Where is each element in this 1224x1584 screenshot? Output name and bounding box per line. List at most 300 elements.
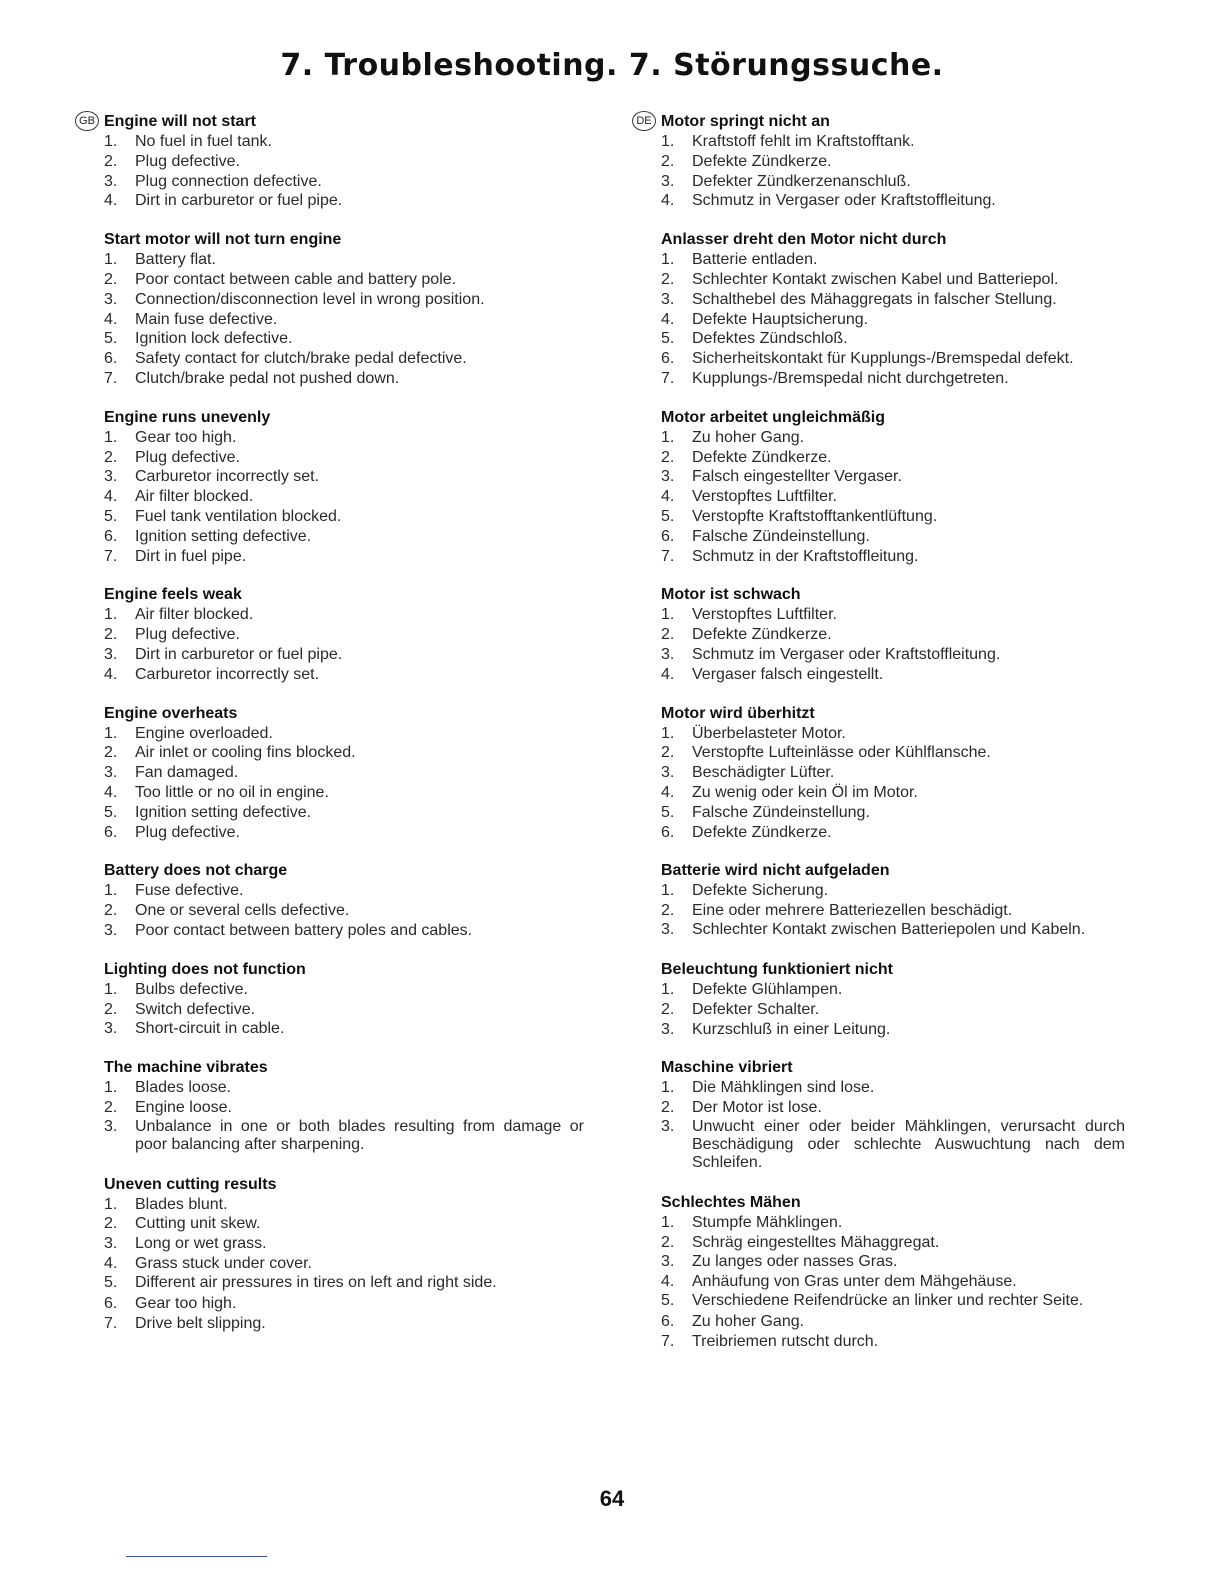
- list-item-text: Switch defective.: [135, 1000, 256, 1018]
- list-item-number: 3.: [104, 290, 118, 308]
- list-item-number: 2.: [104, 1215, 118, 1233]
- list-item-text: Anhäufung von Gras unter dem Mähgehäuse.: [692, 1273, 1017, 1291]
- list-item-number: 3.: [104, 645, 118, 663]
- list-item-text: Defekte Zündkerze.: [692, 448, 832, 466]
- section-heading: [104, 1175, 584, 1195]
- list-item-number: 2.: [104, 448, 118, 466]
- list-item: [661, 428, 1125, 448]
- list-item: [661, 724, 1125, 744]
- section-heading: [104, 960, 584, 980]
- list-item: [661, 625, 1125, 645]
- list-item-number: 3.: [661, 290, 675, 308]
- list-item-text: Verstopfte Kraftstofftankentlüftung.: [692, 507, 938, 525]
- list-item: [661, 1118, 1125, 1174]
- list-item-text: Blades loose.: [135, 1079, 232, 1097]
- list-item-number: 1.: [104, 251, 118, 269]
- list-item-number: 3.: [661, 1253, 675, 1271]
- list-item-text: Treibriemen rutscht durch.: [692, 1332, 879, 1350]
- list-item-number: 2.: [661, 626, 675, 644]
- list-item: [661, 783, 1125, 803]
- list-item: [104, 507, 584, 527]
- troubleshooting-section: [661, 408, 1125, 567]
- list-item-text: Sicherheitskontakt für Kupplungs-/Bremspedal defekt.: [692, 350, 1074, 368]
- list-item: [104, 724, 584, 744]
- list-item-text: Battery flat.: [135, 251, 216, 269]
- cause-list: [104, 605, 584, 684]
- list-item: [104, 605, 584, 625]
- section-heading: [104, 230, 584, 250]
- list-item: [661, 645, 1125, 665]
- list-item: [661, 172, 1125, 192]
- section-heading-text: Motor springt nicht an: [661, 113, 830, 130]
- list-item: [661, 191, 1125, 211]
- troubleshooting-section: [661, 704, 1125, 843]
- section-heading: [661, 408, 1125, 428]
- list-item-number: 1.: [104, 1195, 118, 1213]
- list-item-number: 4.: [661, 488, 675, 506]
- list-item-number: 3.: [661, 172, 675, 190]
- list-item-text: Defekte Sicherung.: [692, 882, 829, 900]
- list-item-number: 6.: [661, 823, 675, 841]
- section-heading-text: Batterie wird nicht aufgeladen: [661, 862, 890, 880]
- list-item-number: 4.: [661, 783, 675, 801]
- list-item-text: Schmutz in der Kraftstoffleitung.: [692, 547, 919, 565]
- section-heading: [661, 704, 1125, 724]
- list-item-text: Schlechter Kontakt zwischen Kabel und Batteriepol.: [692, 270, 1059, 288]
- list-item-text: Fuel tank ventilation blocked.: [135, 507, 342, 525]
- list-item-number: 3.: [104, 468, 118, 486]
- list-item-number: 1.: [104, 1079, 118, 1097]
- list-item: [104, 1254, 584, 1274]
- list-item-text: Engine loose.: [135, 1098, 232, 1116]
- list-item-text: Überbelasteter Motor.: [692, 724, 846, 742]
- list-item-number: 6.: [104, 527, 118, 545]
- list-item: [661, 763, 1125, 783]
- list-item-text: Zu wenig oder kein Öl im Motor.: [692, 783, 918, 801]
- list-item-number: 5.: [104, 803, 118, 821]
- list-item-text: Blades blunt.: [135, 1195, 228, 1213]
- list-item-number: 3.: [104, 921, 118, 939]
- section-heading-text: Uneven cutting results: [104, 1175, 277, 1193]
- list-item-number: 2.: [661, 270, 675, 288]
- list-item-text: No fuel in fuel tank.: [135, 133, 272, 150]
- list-item-text: Vergaser falsch eingestellt.: [692, 665, 884, 683]
- list-item-number: 2.: [104, 744, 118, 762]
- list-item: [104, 1234, 584, 1254]
- section-heading: [661, 585, 1125, 605]
- list-item-text: Dirt in fuel pipe.: [135, 547, 247, 565]
- list-item: [104, 881, 584, 901]
- list-item-number: 5.: [104, 330, 118, 348]
- list-item: [104, 547, 584, 567]
- troubleshooting-section: [661, 1058, 1125, 1174]
- list-item-number: 7.: [104, 547, 118, 565]
- list-item-number: 5.: [661, 1292, 675, 1310]
- troubleshooting-section: [104, 704, 584, 843]
- list-item-number: 4.: [104, 1255, 118, 1273]
- list-item-text: Defekter Zündkerzenanschluß.: [692, 172, 911, 190]
- list-item: [661, 310, 1125, 330]
- list-item: [661, 881, 1125, 901]
- list-item-number: 1.: [104, 980, 118, 998]
- list-item-text: Verstopftes Luftfilter.: [692, 606, 837, 624]
- list-item-text: Kraftstoff fehlt im Kraftstofftank.: [692, 133, 915, 150]
- list-item-text: Different air pressures in tires on left and right side.: [135, 1273, 497, 1291]
- list-item-number: 2.: [661, 1233, 675, 1251]
- list-item-text: Air inlet or cooling fins blocked.: [135, 744, 356, 762]
- list-item: [104, 152, 584, 172]
- section-heading-text: Start motor will not turn engine: [104, 231, 342, 249]
- list-item-number: 2.: [104, 270, 118, 288]
- cause-list: [104, 1078, 584, 1156]
- list-item-number: 3.: [661, 1117, 675, 1135]
- list-item: [661, 270, 1125, 290]
- list-item-number: 3.: [104, 1235, 118, 1253]
- list-item: [104, 1118, 584, 1156]
- list-item-text: Fan damaged.: [135, 764, 239, 782]
- list-item: [104, 823, 584, 843]
- list-item-text: Gear too high.: [135, 428, 237, 446]
- list-item: [104, 625, 584, 645]
- list-item-number: 2.: [661, 1000, 675, 1018]
- list-item-text: Ignition setting defective.: [135, 527, 312, 545]
- list-item: [661, 605, 1125, 625]
- troubleshooting-section: [661, 230, 1125, 389]
- list-item-number: 1.: [104, 724, 118, 742]
- list-item: [104, 1098, 584, 1118]
- list-item: [661, 329, 1125, 349]
- list-item-number: 1.: [661, 428, 675, 446]
- list-item-text: Defekte Zündkerze.: [692, 823, 832, 841]
- list-item-text: Drive belt slipping.: [135, 1314, 266, 1332]
- list-item: [661, 507, 1125, 527]
- list-item: [104, 369, 584, 389]
- section-heading: [79, 112, 584, 132]
- list-item: [661, 901, 1125, 921]
- english-column: [79, 112, 584, 1352]
- list-item: [104, 270, 584, 290]
- list-item-text: Defekte Glühlampen.: [692, 980, 843, 998]
- list-item: [661, 250, 1125, 270]
- list-item-text: Main fuse defective.: [135, 310, 278, 328]
- list-item-number: 4.: [661, 310, 675, 328]
- list-item-text: Air filter blocked.: [135, 606, 254, 624]
- list-item: [104, 743, 584, 763]
- list-item: [104, 428, 584, 448]
- list-item: [104, 645, 584, 665]
- list-item-number: 4.: [104, 310, 118, 328]
- list-item-number: 3.: [104, 172, 118, 190]
- cause-list: [104, 724, 584, 843]
- cause-list: [104, 250, 584, 389]
- cause-list: [661, 881, 1125, 941]
- troubleshooting-section: [104, 585, 584, 684]
- list-item-number: 4.: [104, 783, 118, 801]
- page-number: 64: [599, 1486, 625, 1511]
- list-item: [104, 1195, 584, 1215]
- section-heading-text: Maschine vibriert: [661, 1059, 793, 1077]
- list-item: [661, 1292, 1125, 1312]
- list-item-number: 1.: [104, 428, 118, 446]
- german-column: [636, 112, 1125, 1371]
- section-heading: [104, 408, 584, 428]
- list-item-text: Verstopftes Luftfilter.: [692, 488, 837, 506]
- list-item-text: Poor contact between cable and battery pole.: [135, 270, 457, 288]
- list-item-number: 2.: [104, 902, 118, 920]
- list-item-number: 1.: [661, 251, 675, 269]
- list-item-text: Engine overloaded.: [135, 724, 273, 742]
- section-heading-text: Engine will not start: [104, 113, 257, 130]
- list-item: [104, 329, 584, 349]
- troubleshooting-section: [104, 408, 584, 567]
- list-item-number: 1.: [661, 1213, 675, 1231]
- list-item-number: 7.: [661, 1332, 675, 1350]
- list-item-text: Defekte Hauptsicherung.: [692, 310, 869, 328]
- section-heading-text: Lighting does not function: [104, 960, 306, 978]
- list-item-number: 1.: [661, 724, 675, 742]
- list-item-number: 7.: [104, 369, 118, 387]
- cause-list: [104, 881, 584, 940]
- list-item-text: Schmutz in Vergaser oder Kraftstoffleitung.: [692, 192, 996, 210]
- list-item-text: Short-circuit in cable.: [135, 1020, 285, 1038]
- list-item-number: 3.: [661, 645, 675, 663]
- list-item-text: Defekte Zündkerze.: [692, 152, 832, 170]
- cause-list: [104, 132, 584, 211]
- list-item: [661, 921, 1125, 941]
- troubleshooting-section: [104, 1058, 584, 1156]
- list-item: [661, 369, 1125, 389]
- list-item-text: Bulbs defective.: [135, 980, 248, 998]
- section-heading: [104, 861, 584, 881]
- list-item: [661, 1312, 1125, 1332]
- cause-list: [661, 428, 1125, 567]
- troubleshooting-section: [104, 861, 584, 940]
- section-heading-text: Engine overheats: [104, 704, 238, 722]
- list-item-number: 1.: [104, 133, 118, 150]
- list-item: [661, 803, 1125, 823]
- list-item: [661, 290, 1125, 310]
- list-item-number: 1.: [661, 606, 675, 624]
- list-item-text: Defekter Schalter.: [692, 1000, 820, 1018]
- cause-list: [661, 980, 1125, 1039]
- list-item-text: Dirt in carburetor or fuel pipe.: [135, 192, 343, 210]
- list-item: [661, 467, 1125, 487]
- list-item: [661, 132, 1125, 152]
- list-item-text: Falsche Zündeinstellung.: [692, 527, 870, 545]
- list-item: [661, 1272, 1125, 1292]
- cause-list: [104, 428, 584, 567]
- list-item-number: 3.: [661, 1020, 675, 1038]
- list-item-text: Long or wet grass.: [135, 1235, 267, 1253]
- list-item-number: 3.: [104, 1117, 118, 1135]
- list-item-text: Grass stuck under cover.: [135, 1255, 312, 1273]
- list-item-text: Dirt in carburetor or fuel pipe.: [135, 645, 343, 663]
- list-item: [661, 980, 1125, 1000]
- cause-list: [661, 1213, 1125, 1352]
- list-item-number: 2.: [661, 902, 675, 920]
- list-item-text: Verstopfte Lufteinlässe oder Kühlflansche.: [692, 744, 991, 762]
- list-item: [661, 1020, 1125, 1040]
- list-item-number: 2.: [661, 152, 675, 170]
- list-item-text: Plug defective.: [135, 448, 240, 466]
- section-heading: [661, 1193, 1125, 1213]
- list-item-text: Stumpfe Mähklingen.: [692, 1213, 843, 1231]
- list-item: [104, 250, 584, 270]
- list-item: [661, 349, 1125, 369]
- list-item: [661, 487, 1125, 507]
- list-item-text: Too little or no oil in engine.: [135, 783, 329, 801]
- cause-list: [661, 132, 1125, 211]
- list-item-text: Eine oder mehrere Batteriezellen beschädigt.: [692, 902, 1013, 920]
- troubleshooting-section: [661, 585, 1125, 684]
- page-title: 7. Troubleshooting. 7. Störungssuche.: [280, 48, 944, 83]
- list-item-text: Kupplungs-/Bremspedal nicht durchgetreten.: [692, 369, 1009, 387]
- list-item-text: Safety contact for clutch/brake pedal defective.: [135, 350, 467, 368]
- list-item-number: 7.: [661, 369, 675, 387]
- list-item-number: 2.: [104, 1098, 118, 1116]
- section-heading-text: The machine vibrates: [104, 1059, 268, 1077]
- troubleshooting-section: [661, 960, 1125, 1039]
- list-item-number: 6.: [104, 823, 118, 841]
- troubleshooting-section: [636, 112, 1125, 211]
- list-item: [661, 1332, 1125, 1352]
- list-item: [104, 1078, 584, 1098]
- list-item-number: 6.: [104, 350, 118, 368]
- list-item-text: Falsch eingestellter Vergaser.: [692, 468, 902, 486]
- list-item-number: 6.: [661, 1313, 675, 1331]
- list-item-text: Plug defective.: [135, 823, 240, 841]
- list-item: [104, 921, 584, 941]
- list-item: [104, 763, 584, 783]
- list-item-text: Schlechter Kontakt zwischen Batteriepolen und Kabeln.: [692, 920, 1086, 938]
- list-item-text: Defekte Zündkerze.: [692, 626, 832, 644]
- list-item-text: Der Motor ist lose.: [692, 1099, 822, 1117]
- list-item-text: Air filter blocked.: [135, 488, 254, 506]
- list-item: [661, 665, 1125, 685]
- list-item-text: Plug connection defective.: [135, 172, 322, 190]
- list-item-number: 2.: [661, 1099, 675, 1117]
- list-item: [104, 290, 584, 310]
- list-item-number: 4.: [661, 1273, 675, 1291]
- list-item: [104, 665, 584, 685]
- troubleshooting-section: [79, 112, 584, 211]
- list-item: [661, 448, 1125, 468]
- cause-list: [661, 250, 1125, 389]
- list-item-number: 1.: [661, 133, 675, 150]
- list-item-number: 3.: [104, 764, 118, 782]
- list-item-number: 6.: [661, 527, 675, 545]
- list-item-text: Carburetor incorrectly set.: [135, 468, 320, 486]
- cause-list: [104, 1195, 584, 1334]
- list-item: [104, 310, 584, 330]
- list-item: [104, 1294, 584, 1314]
- list-item-text: Carburetor incorrectly set.: [135, 665, 320, 683]
- section-heading-text: Battery does not charge: [104, 862, 288, 880]
- list-item-number: 4.: [104, 488, 118, 506]
- list-item-text: Plug defective.: [135, 626, 240, 644]
- list-item-text: Unbalance in one or both blades resulting from damage or poor balancing after sharpening.: [135, 1117, 584, 1153]
- section-heading-text: Engine runs unevenly: [104, 408, 271, 426]
- troubleshooting-section: [661, 1193, 1125, 1352]
- list-item-number: 5.: [661, 803, 675, 821]
- list-item: [104, 980, 584, 1000]
- list-item: [104, 487, 584, 507]
- list-item-text: Verschiedene Reifendrücke an linker und rechter Seite.: [692, 1292, 1084, 1310]
- troubleshooting-section: [104, 960, 584, 1039]
- list-item-number: 3.: [661, 468, 675, 486]
- list-item-number: 3.: [661, 764, 675, 782]
- list-item-text: Zu hoher Gang.: [692, 428, 805, 446]
- list-item-number: 2.: [104, 626, 118, 644]
- list-item-number: 4.: [104, 192, 118, 210]
- list-item-text: Zu langes oder nasses Gras.: [692, 1253, 898, 1271]
- list-item-text: Die Mähklingen sind lose.: [692, 1079, 875, 1097]
- list-item-text: Defektes Zündschloß.: [692, 330, 848, 348]
- section-heading-text: Motor ist schwach: [661, 586, 801, 604]
- section-heading: [104, 704, 584, 724]
- list-item: [104, 901, 584, 921]
- list-item-text: Schalthebel des Mähaggregats in falscher Stellung.: [692, 290, 1057, 308]
- list-item-text: Clutch/brake pedal not pushed down.: [135, 369, 400, 387]
- list-item-text: Schmutz im Vergaser oder Kraftstoffleitung.: [692, 645, 1001, 663]
- list-item-number: 2.: [661, 744, 675, 762]
- list-item-number: 4.: [661, 192, 675, 210]
- list-item-text: Cutting unit skew.: [135, 1215, 261, 1233]
- section-heading: [661, 230, 1125, 250]
- list-item-text: Ignition setting defective.: [135, 803, 312, 821]
- list-item: [661, 1213, 1125, 1233]
- list-item-number: 7.: [661, 547, 675, 565]
- cause-list: [661, 724, 1125, 843]
- list-item: [661, 152, 1125, 172]
- list-item: [661, 743, 1125, 763]
- cause-list: [661, 1078, 1125, 1174]
- list-item-text: Poor contact between battery poles and cables.: [135, 921, 473, 939]
- list-item: [661, 527, 1125, 547]
- list-item-text: Schräg eingestelltes Mähaggregat.: [692, 1233, 940, 1251]
- list-item: [104, 1000, 584, 1020]
- section-heading-text: Beleuchtung funktioniert nicht: [661, 960, 893, 978]
- list-item-number: 5.: [661, 507, 675, 525]
- list-item: [661, 1078, 1125, 1098]
- section-heading-text: Motor arbeitet ungleichmäßig: [661, 408, 886, 426]
- list-item: [661, 1000, 1125, 1020]
- language-badge-icon: DE: [632, 111, 656, 131]
- list-item: [661, 1098, 1125, 1118]
- list-item: [661, 1252, 1125, 1272]
- list-item-text: Kurzschluß in einer Leitung.: [692, 1020, 891, 1038]
- section-heading-text: Engine feels weak: [104, 586, 242, 604]
- list-item: [104, 1314, 584, 1334]
- list-item: [661, 823, 1125, 843]
- list-item-number: 5.: [661, 330, 675, 348]
- list-item-number: 3.: [104, 1020, 118, 1038]
- list-item: [104, 191, 584, 211]
- footer-rule: [126, 1556, 267, 1557]
- list-item-number: 4.: [661, 665, 675, 683]
- list-item: [104, 1274, 584, 1294]
- section-heading: [104, 585, 584, 605]
- list-item: [104, 1019, 584, 1039]
- section-heading: [636, 112, 1125, 132]
- section-heading: [661, 861, 1125, 881]
- troubleshooting-section: [104, 1175, 584, 1334]
- list-item: [661, 547, 1125, 567]
- list-item-number: 1.: [661, 980, 675, 998]
- list-item-number: 1.: [104, 606, 118, 624]
- list-item-number: 5.: [104, 1273, 118, 1291]
- list-item-number: 3.: [661, 920, 675, 938]
